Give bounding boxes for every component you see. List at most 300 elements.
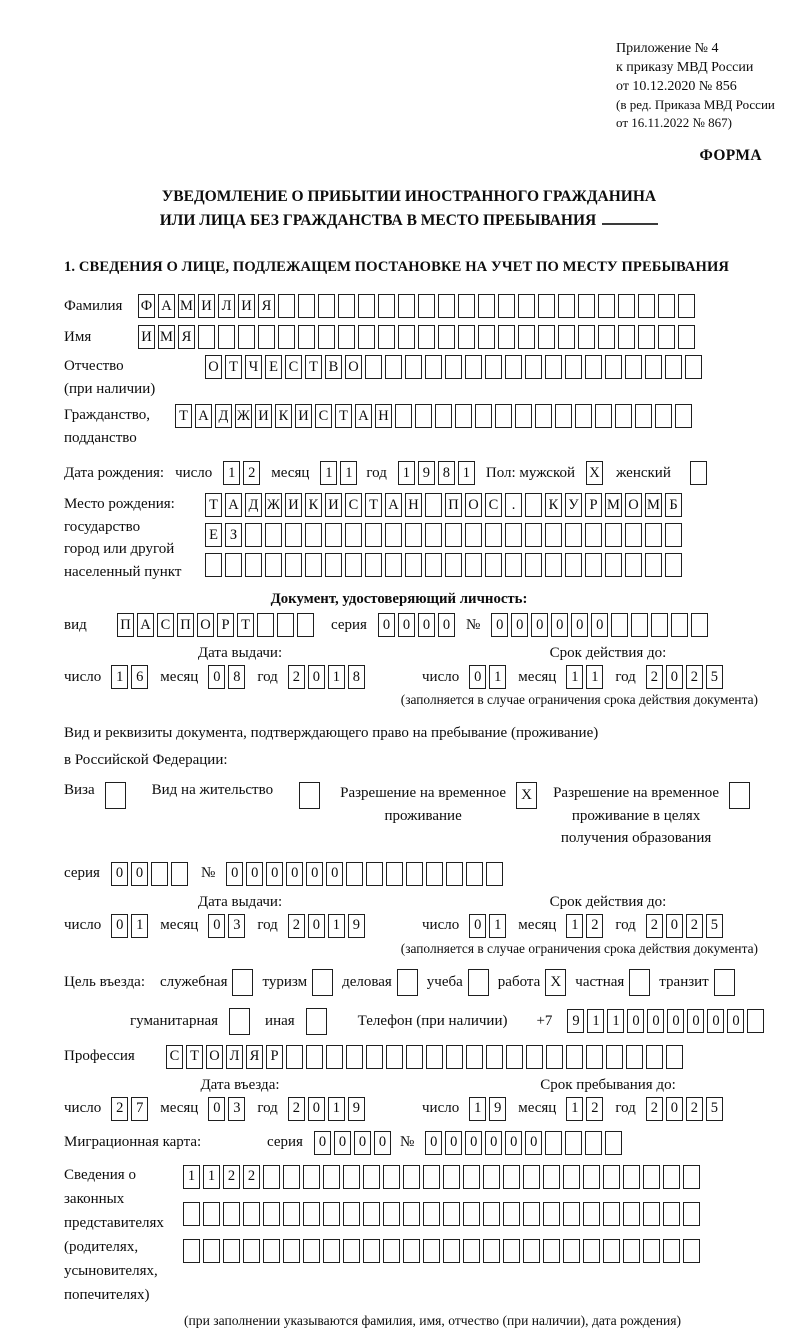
char-cell[interactable]	[498, 325, 515, 349]
char-cell[interactable]: 1	[328, 665, 345, 689]
char-cell[interactable]	[635, 404, 652, 428]
char-cell[interactable]: 1	[489, 914, 506, 938]
char-cell[interactable]	[518, 294, 535, 318]
char-cell[interactable]	[645, 553, 662, 577]
char-cell[interactable]	[598, 294, 615, 318]
char-cell[interactable]	[306, 1045, 323, 1069]
char-cell[interactable]: 0	[727, 1009, 744, 1033]
char-cell[interactable]	[485, 355, 502, 379]
char-cell[interactable]	[666, 1045, 683, 1069]
char-cell[interactable]	[446, 1045, 463, 1069]
char-cell[interactable]: М	[178, 294, 195, 318]
char-cell[interactable]	[283, 1165, 300, 1189]
char-cell[interactable]	[323, 1202, 340, 1226]
char-cell[interactable]	[438, 325, 455, 349]
char-cell[interactable]	[386, 862, 403, 886]
char-cell[interactable]	[506, 1045, 523, 1069]
char-cell[interactable]	[303, 1239, 320, 1263]
char-cell[interactable]	[283, 1202, 300, 1226]
char-cell[interactable]	[385, 355, 402, 379]
char-cell[interactable]	[545, 523, 562, 547]
char-cell[interactable]: О	[625, 493, 642, 517]
char-cell[interactable]: 0	[418, 613, 435, 637]
char-cell[interactable]	[658, 294, 675, 318]
char-cell[interactable]	[690, 461, 707, 485]
char-cell[interactable]	[663, 1165, 680, 1189]
char-cell[interactable]	[278, 294, 295, 318]
char-cell[interactable]	[565, 523, 582, 547]
char-cell[interactable]: 0	[687, 1009, 704, 1033]
char-cell[interactable]: 6	[131, 665, 148, 689]
char-cell[interactable]: Т	[186, 1045, 203, 1069]
char-cell[interactable]	[685, 355, 702, 379]
char-cell[interactable]: 0	[627, 1009, 644, 1033]
char-cell[interactable]	[565, 355, 582, 379]
char-cell[interactable]: 0	[131, 862, 148, 886]
char-cell[interactable]: 1	[340, 461, 357, 485]
char-cell[interactable]	[503, 1202, 520, 1226]
char-cell[interactable]: 2	[646, 1097, 663, 1121]
char-cell[interactable]: М	[158, 325, 175, 349]
char-cell[interactable]	[486, 1045, 503, 1069]
char-cell[interactable]	[563, 1165, 580, 1189]
char-cell[interactable]	[558, 294, 575, 318]
char-cell[interactable]: 0	[667, 1009, 684, 1033]
char-cell[interactable]: 1	[111, 665, 128, 689]
char-cell[interactable]	[325, 523, 342, 547]
char-cell[interactable]: 8	[228, 665, 245, 689]
char-cell[interactable]	[263, 1202, 280, 1226]
char-cell[interactable]	[405, 553, 422, 577]
char-cell[interactable]	[405, 355, 422, 379]
char-cell[interactable]	[503, 1239, 520, 1263]
char-cell[interactable]: X	[516, 782, 537, 809]
char-cell[interactable]	[545, 1131, 562, 1155]
char-cell[interactable]	[443, 1165, 460, 1189]
char-cell[interactable]	[485, 553, 502, 577]
char-cell[interactable]	[263, 1239, 280, 1263]
char-cell[interactable]: О	[197, 613, 214, 637]
char-cell[interactable]: 1	[320, 461, 337, 485]
char-cell[interactable]	[358, 325, 375, 349]
char-cell[interactable]: А	[385, 493, 402, 517]
char-cell[interactable]: С	[157, 613, 174, 637]
char-cell[interactable]	[425, 553, 442, 577]
char-cell[interactable]	[303, 1165, 320, 1189]
char-cell[interactable]: Р	[266, 1045, 283, 1069]
char-cell[interactable]	[426, 1045, 443, 1069]
char-cell[interactable]	[366, 1045, 383, 1069]
char-cell[interactable]	[406, 1045, 423, 1069]
char-cell[interactable]	[358, 294, 375, 318]
char-cell[interactable]	[603, 1165, 620, 1189]
char-cell[interactable]	[525, 523, 542, 547]
char-cell[interactable]: Ф	[138, 294, 155, 318]
char-cell[interactable]: А	[195, 404, 212, 428]
char-cell[interactable]	[366, 862, 383, 886]
char-cell[interactable]	[363, 1239, 380, 1263]
char-cell[interactable]	[443, 1202, 460, 1226]
char-cell[interactable]	[615, 404, 632, 428]
char-cell[interactable]	[305, 553, 322, 577]
char-cell[interactable]	[631, 613, 648, 637]
char-cell[interactable]: И	[295, 404, 312, 428]
char-cell[interactable]: 0	[226, 862, 243, 886]
char-cell[interactable]	[198, 325, 215, 349]
char-cell[interactable]	[475, 404, 492, 428]
char-cell[interactable]	[605, 355, 622, 379]
char-cell[interactable]: Е	[265, 355, 282, 379]
char-cell[interactable]	[565, 553, 582, 577]
char-cell[interactable]	[498, 294, 515, 318]
char-cell[interactable]	[298, 325, 315, 349]
char-cell[interactable]	[455, 404, 472, 428]
char-cell[interactable]	[298, 294, 315, 318]
char-cell[interactable]: И	[285, 493, 302, 517]
char-cell[interactable]	[565, 1131, 582, 1155]
char-cell[interactable]: 7	[131, 1097, 148, 1121]
char-cell[interactable]: И	[238, 294, 255, 318]
char-cell[interactable]: 9	[348, 1097, 365, 1121]
char-cell[interactable]	[205, 553, 222, 577]
char-cell[interactable]: 1	[566, 914, 583, 938]
char-cell[interactable]	[299, 782, 320, 809]
char-cell[interactable]: 2	[243, 461, 260, 485]
char-cell[interactable]	[646, 1045, 663, 1069]
char-cell[interactable]	[446, 862, 463, 886]
char-cell[interactable]: 0	[208, 1097, 225, 1121]
char-cell[interactable]: 0	[505, 1131, 522, 1155]
char-cell[interactable]	[263, 1165, 280, 1189]
char-cell[interactable]	[691, 613, 708, 637]
char-cell[interactable]	[643, 1165, 660, 1189]
char-cell[interactable]	[683, 1239, 700, 1263]
char-cell[interactable]: 0	[469, 665, 486, 689]
char-cell[interactable]	[611, 613, 628, 637]
char-cell[interactable]: М	[605, 493, 622, 517]
char-cell[interactable]	[523, 1165, 540, 1189]
char-cell[interactable]	[663, 1202, 680, 1226]
char-cell[interactable]	[383, 1202, 400, 1226]
char-cell[interactable]	[183, 1202, 200, 1226]
char-cell[interactable]: П	[445, 493, 462, 517]
char-cell[interactable]	[558, 325, 575, 349]
char-cell[interactable]: П	[177, 613, 194, 637]
char-cell[interactable]	[585, 1131, 602, 1155]
char-cell[interactable]: 2	[686, 1097, 703, 1121]
char-cell[interactable]	[426, 862, 443, 886]
char-cell[interactable]: 0	[334, 1131, 351, 1155]
char-cell[interactable]	[483, 1165, 500, 1189]
char-cell[interactable]	[403, 1202, 420, 1226]
char-cell[interactable]	[638, 325, 655, 349]
char-cell[interactable]: 5	[706, 914, 723, 938]
char-cell[interactable]: О	[205, 355, 222, 379]
char-cell[interactable]: 0	[551, 613, 568, 637]
char-cell[interactable]: В	[325, 355, 342, 379]
char-cell[interactable]: 0	[491, 613, 508, 637]
char-cell[interactable]: 0	[707, 1009, 724, 1033]
char-cell[interactable]: Т	[305, 355, 322, 379]
char-cell[interactable]	[286, 1045, 303, 1069]
char-cell[interactable]	[425, 355, 442, 379]
char-cell[interactable]	[312, 969, 333, 996]
char-cell[interactable]: 0	[485, 1131, 502, 1155]
char-cell[interactable]	[543, 1165, 560, 1189]
char-cell[interactable]: 9	[567, 1009, 584, 1033]
char-cell[interactable]	[223, 1202, 240, 1226]
char-cell[interactable]	[603, 1202, 620, 1226]
char-cell[interactable]	[398, 325, 415, 349]
char-cell[interactable]	[645, 355, 662, 379]
char-cell[interactable]: 8	[348, 665, 365, 689]
char-cell[interactable]	[203, 1202, 220, 1226]
char-cell[interactable]	[323, 1239, 340, 1263]
char-cell[interactable]: 0	[308, 665, 325, 689]
char-cell[interactable]: 1	[566, 1097, 583, 1121]
char-cell[interactable]	[326, 1045, 343, 1069]
char-cell[interactable]	[625, 553, 642, 577]
char-cell[interactable]	[406, 862, 423, 886]
char-cell[interactable]: 1	[489, 665, 506, 689]
char-cell[interactable]	[463, 1239, 480, 1263]
char-cell[interactable]	[398, 294, 415, 318]
char-cell[interactable]	[563, 1239, 580, 1263]
char-cell[interactable]: К	[275, 404, 292, 428]
char-cell[interactable]	[623, 1202, 640, 1226]
char-cell[interactable]	[525, 553, 542, 577]
char-cell[interactable]	[538, 294, 555, 318]
char-cell[interactable]: 1	[328, 914, 345, 938]
char-cell[interactable]	[655, 404, 672, 428]
char-cell[interactable]	[463, 1165, 480, 1189]
char-cell[interactable]: 0	[326, 862, 343, 886]
char-cell[interactable]	[465, 523, 482, 547]
char-cell[interactable]	[583, 1239, 600, 1263]
char-cell[interactable]	[618, 294, 635, 318]
char-cell[interactable]	[303, 1202, 320, 1226]
char-cell[interactable]: 1	[131, 914, 148, 938]
char-cell[interactable]	[277, 613, 294, 637]
char-cell[interactable]	[171, 862, 188, 886]
char-cell[interactable]: 0	[246, 862, 263, 886]
char-cell[interactable]	[243, 1202, 260, 1226]
char-cell[interactable]	[423, 1165, 440, 1189]
char-cell[interactable]	[363, 1165, 380, 1189]
char-cell[interactable]	[245, 553, 262, 577]
char-cell[interactable]: О	[345, 355, 362, 379]
char-cell[interactable]: 1	[607, 1009, 624, 1033]
char-cell[interactable]	[583, 1165, 600, 1189]
char-cell[interactable]: 5	[706, 1097, 723, 1121]
char-cell[interactable]	[465, 355, 482, 379]
char-cell[interactable]	[229, 1008, 250, 1035]
char-cell[interactable]	[418, 294, 435, 318]
char-cell[interactable]: 2	[288, 914, 305, 938]
char-cell[interactable]	[714, 969, 735, 996]
char-cell[interactable]	[523, 1202, 540, 1226]
char-cell[interactable]	[265, 523, 282, 547]
char-cell[interactable]: 0	[445, 1131, 462, 1155]
char-cell[interactable]	[585, 355, 602, 379]
char-cell[interactable]	[383, 1239, 400, 1263]
char-cell[interactable]: К	[545, 493, 562, 517]
char-cell[interactable]: 0	[571, 613, 588, 637]
char-cell[interactable]	[415, 404, 432, 428]
char-cell[interactable]	[525, 493, 542, 517]
char-cell[interactable]	[729, 782, 750, 809]
char-cell[interactable]: И	[198, 294, 215, 318]
char-cell[interactable]: 1	[586, 665, 603, 689]
char-cell[interactable]: 2	[686, 665, 703, 689]
char-cell[interactable]	[445, 523, 462, 547]
char-cell[interactable]: 0	[591, 613, 608, 637]
char-cell[interactable]: И	[255, 404, 272, 428]
char-cell[interactable]: Д	[245, 493, 262, 517]
char-cell[interactable]: 0	[378, 613, 395, 637]
char-cell[interactable]: 0	[354, 1131, 371, 1155]
char-cell[interactable]	[626, 1045, 643, 1069]
char-cell[interactable]	[683, 1202, 700, 1226]
char-cell[interactable]: Ж	[235, 404, 252, 428]
char-cell[interactable]: 8	[438, 461, 455, 485]
char-cell[interactable]	[105, 782, 126, 809]
char-cell[interactable]: 5	[706, 665, 723, 689]
char-cell[interactable]	[245, 523, 262, 547]
char-cell[interactable]	[518, 325, 535, 349]
char-cell[interactable]: 0	[647, 1009, 664, 1033]
char-cell[interactable]: С	[485, 493, 502, 517]
char-cell[interactable]: 0	[525, 1131, 542, 1155]
char-cell[interactable]: 1	[203, 1165, 220, 1189]
char-cell[interactable]	[425, 493, 442, 517]
char-cell[interactable]: 9	[489, 1097, 506, 1121]
char-cell[interactable]	[378, 325, 395, 349]
char-cell[interactable]	[535, 404, 552, 428]
char-cell[interactable]: 2	[586, 1097, 603, 1121]
char-cell[interactable]	[297, 613, 314, 637]
char-cell[interactable]	[538, 325, 555, 349]
char-cell[interactable]: 1	[587, 1009, 604, 1033]
char-cell[interactable]: У	[565, 493, 582, 517]
char-cell[interactable]: 0	[306, 862, 323, 886]
char-cell[interactable]: 0	[314, 1131, 331, 1155]
char-cell[interactable]	[625, 355, 642, 379]
char-cell[interactable]: 1	[458, 461, 475, 485]
char-cell[interactable]	[643, 1202, 660, 1226]
char-cell[interactable]	[278, 325, 295, 349]
char-cell[interactable]	[343, 1202, 360, 1226]
char-cell[interactable]	[629, 969, 650, 996]
char-cell[interactable]	[258, 325, 275, 349]
char-cell[interactable]	[618, 325, 635, 349]
char-cell[interactable]	[435, 404, 452, 428]
char-cell[interactable]	[586, 1045, 603, 1069]
char-cell[interactable]	[625, 523, 642, 547]
char-cell[interactable]: Н	[405, 493, 422, 517]
char-cell[interactable]: Т	[365, 493, 382, 517]
char-cell[interactable]: И	[325, 493, 342, 517]
char-cell[interactable]: А	[158, 294, 175, 318]
char-cell[interactable]: 0	[286, 862, 303, 886]
char-cell[interactable]	[232, 969, 253, 996]
char-cell[interactable]: X	[586, 461, 603, 485]
char-cell[interactable]: С	[285, 355, 302, 379]
char-cell[interactable]	[651, 613, 668, 637]
char-cell[interactable]	[343, 1239, 360, 1263]
char-cell[interactable]	[323, 1165, 340, 1189]
char-cell[interactable]: 1	[183, 1165, 200, 1189]
char-cell[interactable]: З	[225, 523, 242, 547]
char-cell[interactable]: Т	[175, 404, 192, 428]
char-cell[interactable]	[423, 1239, 440, 1263]
char-cell[interactable]: А	[225, 493, 242, 517]
char-cell[interactable]: Д	[215, 404, 232, 428]
char-cell[interactable]	[338, 294, 355, 318]
char-cell[interactable]: Я	[246, 1045, 263, 1069]
char-cell[interactable]	[218, 325, 235, 349]
char-cell[interactable]: А	[355, 404, 372, 428]
char-cell[interactable]	[658, 325, 675, 349]
char-cell[interactable]	[345, 523, 362, 547]
char-cell[interactable]	[478, 294, 495, 318]
char-cell[interactable]: А	[137, 613, 154, 637]
char-cell[interactable]	[555, 404, 572, 428]
char-cell[interactable]	[645, 523, 662, 547]
char-cell[interactable]: 0	[111, 862, 128, 886]
char-cell[interactable]	[605, 553, 622, 577]
char-cell[interactable]	[338, 325, 355, 349]
char-cell[interactable]: .	[505, 493, 522, 517]
char-cell[interactable]	[183, 1239, 200, 1263]
char-cell[interactable]	[643, 1239, 660, 1263]
char-cell[interactable]	[445, 553, 462, 577]
char-cell[interactable]	[578, 294, 595, 318]
char-cell[interactable]	[598, 325, 615, 349]
char-cell[interactable]	[495, 404, 512, 428]
char-cell[interactable]	[383, 1165, 400, 1189]
char-cell[interactable]: Т	[335, 404, 352, 428]
char-cell[interactable]: 0	[308, 914, 325, 938]
char-cell[interactable]: 1	[398, 461, 415, 485]
char-cell[interactable]	[486, 862, 503, 886]
char-cell[interactable]: 0	[374, 1131, 391, 1155]
char-cell[interactable]	[585, 523, 602, 547]
char-cell[interactable]	[606, 1045, 623, 1069]
char-cell[interactable]: 2	[586, 914, 603, 938]
char-cell[interactable]	[343, 1165, 360, 1189]
char-cell[interactable]: Е	[205, 523, 222, 547]
char-cell[interactable]: 9	[348, 914, 365, 938]
char-cell[interactable]: 0	[469, 914, 486, 938]
char-cell[interactable]: 2	[686, 914, 703, 938]
char-cell[interactable]: Ж	[265, 493, 282, 517]
char-cell[interactable]: Т	[205, 493, 222, 517]
char-cell[interactable]	[623, 1165, 640, 1189]
char-cell[interactable]	[283, 1239, 300, 1263]
char-cell[interactable]	[683, 1165, 700, 1189]
char-cell[interactable]: 0	[266, 862, 283, 886]
char-cell[interactable]	[346, 862, 363, 886]
char-cell[interactable]	[478, 325, 495, 349]
char-cell[interactable]	[395, 404, 412, 428]
char-cell[interactable]	[583, 1202, 600, 1226]
char-cell[interactable]	[671, 613, 688, 637]
char-cell[interactable]: 1	[566, 665, 583, 689]
char-cell[interactable]	[483, 1202, 500, 1226]
char-cell[interactable]	[603, 1239, 620, 1263]
char-cell[interactable]	[318, 325, 335, 349]
